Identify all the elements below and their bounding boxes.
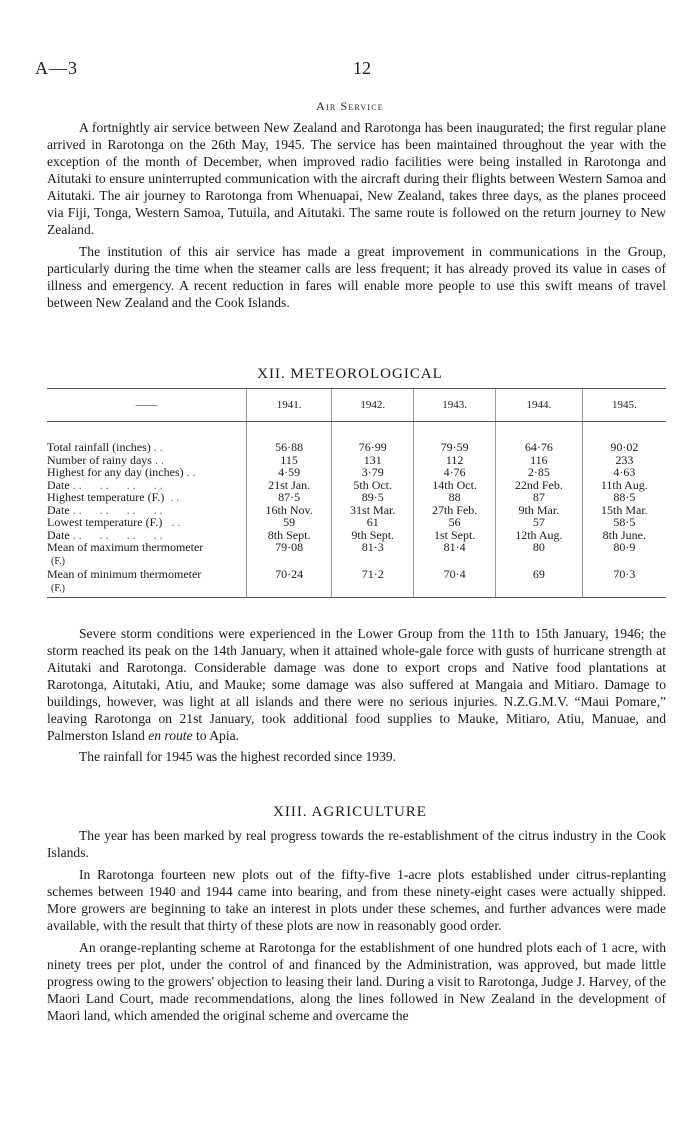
table-cell: 1st Sept. <box>414 529 496 542</box>
table-cell: 79·08 <box>247 541 332 568</box>
table-cell: 8th Sept. <box>247 529 332 542</box>
table-cell: 4·76 <box>414 466 496 479</box>
table-cell: 58·5 <box>582 516 666 529</box>
table-cell: 59 <box>247 516 332 529</box>
table-cell: 71·2 <box>332 568 414 598</box>
table-cell: 15th Mar. <box>582 504 666 517</box>
row-label-text: Lowest temperature (F.) <box>47 515 163 529</box>
table-cell: 81·4 <box>414 541 496 568</box>
paragraph <box>47 625 666 744</box>
table-cell: 56 <box>414 516 496 529</box>
row-label-text: Date <box>47 527 70 542</box>
table-cell: 87·5 <box>247 491 332 504</box>
row-label <box>47 422 247 454</box>
table-cell: 76·99 <box>332 422 414 454</box>
year-header: 1945. <box>582 389 666 422</box>
paragraph: An orange-replanting scheme at Rarotonga for the establishment of one hundred plots each of 1 acre, with ninety trees per plot, under the control of and financed by the Administration, was approved, but made little progress owing to the growers' objection to leasing their land. During a visit to Rarotonga, Judge J. Harvey, of the Maori Land Court, made recommendations, along the lines followed in New Zealand in the development of Maori land, which amended the original scheme and overcame the <box>47 940 666 1023</box>
table-cell: 87 <box>496 491 583 504</box>
leader-dots: . . . . . . . . <box>69 527 163 542</box>
paragraph-text: to Apia. <box>192 728 240 743</box>
meteorological-body <box>47 625 666 765</box>
row-label-text: Date <box>47 502 70 517</box>
italic-text: en route <box>148 728 193 743</box>
agriculture-heading: XIII. AGRICULTURE <box>273 804 427 820</box>
meteorological-table <box>47 388 666 598</box>
table-cell: 21st Jan. <box>247 479 332 492</box>
table-cell: 22nd Feb. <box>496 479 583 492</box>
paragraph: The institution of this air service has made a great improvement in communications in the Group, particularly during the time when the steamer calls are less frequent; it has already proved its value in cases of illness and emergency. A recent reduction in fares will enable more people to use this swift means of travel between New Zealand and the Cook Islands. <box>47 244 666 310</box>
leader-dots: . . <box>164 490 180 504</box>
paragraph-text: Severe storm conditions were experienced in the Lower Group from the 11th to 15th January, 1946; the storm reached its peak on the 14th January, when it attained whole-gale force with gusts of hurricane strength at Aitutaki and Rarotonga. Considerable damage was done to export crops and Native food plantations at Rarotonga, Aitutaki, Atiu, and Mauke; some damage was also suffered at Mangaia and Mitiaro. Damage to buildings, however, was light at all islands and there were no serious injuries. N.Z.G.M.V. “Maui Pomare,” leaving Rarotonga on 21st January, took additional food supplies to Mauke, Mitiaro, Atiu, Manuae, and Palmerston Island <box>47 626 666 743</box>
leader-dots: . . <box>162 515 181 529</box>
row-label-text: Mean of minimum thermometer <box>47 567 202 581</box>
table-cell: 61 <box>332 516 414 529</box>
agriculture-body <box>47 827 666 1024</box>
table-cell: 3·79 <box>332 466 414 479</box>
table-cell: 31st Mar. <box>332 504 414 517</box>
table-cell: 11th Aug. <box>582 479 666 492</box>
row-label-text: Total rainfall (inches) <box>47 440 151 454</box>
table-cell: 112 <box>414 454 496 467</box>
row-label-text: Highest for any day (inches) <box>47 465 184 479</box>
table-cell: 70·24 <box>247 568 332 598</box>
table-cell: 88·5 <box>582 491 666 504</box>
leader-dots: . . <box>151 452 164 467</box>
table-cell: 64·76 <box>496 422 583 454</box>
table-cell: 27th Feb. <box>414 504 496 517</box>
row-label-unit: (F.) <box>51 555 65 567</box>
paragraph: The rainfall for 1945 was the highest recorded since 1939. <box>79 749 397 764</box>
table-cell: 79·59 <box>414 422 496 454</box>
table-header-row <box>47 389 666 422</box>
table-cell: 70·4 <box>414 568 496 598</box>
table-cell: 233 <box>582 454 666 467</box>
table-cell: 9th Mar. <box>496 504 583 517</box>
row-label-text: Number of rainy days <box>47 452 152 467</box>
table-cell: 81·3 <box>332 541 414 568</box>
leader-dots: . . . . . . . . <box>69 502 163 517</box>
table-row <box>47 541 666 568</box>
air-service-heading: Air Service <box>316 99 384 113</box>
table-cell: 115 <box>247 454 332 467</box>
table-cell: 89·5 <box>332 491 414 504</box>
table-cell: 69 <box>496 568 583 598</box>
table-cell: 131 <box>332 454 414 467</box>
leader-dots: . . . . . . . . <box>69 477 163 492</box>
paragraph: In Rarotonga fourteen new plots out of the fifty-five 1-acre plots established under citrus-replanting schemes between 1940 and 1944 came into bearing, and from these ninety-eight cases were actually shipped. More growers are beginning to take an interest in plots under these schemes, and further advances were made available, with the result that thirty of these plots are now in reasonably good order. <box>47 867 666 933</box>
leader-dots: . . <box>150 440 163 454</box>
table-cell: 70·3 <box>582 568 666 598</box>
table-cell: 4·59 <box>247 466 332 479</box>
year-header: 1942. <box>332 389 414 422</box>
row-label-text: Date <box>47 477 70 492</box>
table-cell: 4·63 <box>582 466 666 479</box>
table-cell: 88 <box>414 491 496 504</box>
air-service-body <box>47 119 666 311</box>
table-row <box>47 422 666 454</box>
paragraph: A fortnightly air service between New Zealand and Rarotonga has been inaugurated; the first regular plane arrived in Rarotonga on the 26th May, 1945. The service has been maintained throughout the year with the exception of the month of December, when improved radio facilities were being installed in Rarotonga and Aitutaki to ensure uninterrupted communication with the aircraft during their flights between Western Samoa and Aitutaki. The air journey to Rarotonga from Whenuapai, New Zealand, takes three days, as the planes proceed via Fiji, Tonga, Western Samoa, Tutuila, and Aitutaki. The same route is followed on the return journey to New Zealand. <box>47 120 666 237</box>
table-cell: 12th Aug. <box>496 529 583 542</box>
page-number: 12 <box>353 58 371 78</box>
table-cell: 8th June. <box>582 529 666 542</box>
leader-dots: . . <box>183 465 196 479</box>
table-cell: 9th Sept. <box>332 529 414 542</box>
table-cell: 5th Oct. <box>332 479 414 492</box>
row-label-text: Highest temperature (F.) <box>47 490 165 504</box>
row-label-unit: (F.) <box>51 582 65 594</box>
table-cell: 16th Nov. <box>247 504 332 517</box>
table-cell: 57 <box>496 516 583 529</box>
row-label <box>47 568 247 598</box>
paragraph: The year has been marked by real progress towards the re-establishment of the citrus industry in the Cook Islands. <box>47 828 666 860</box>
table-cell: 80·9 <box>582 541 666 568</box>
table-cell: 90·02 <box>582 422 666 454</box>
year-header: 1943. <box>414 389 496 422</box>
page-header-ref: A—3 <box>35 58 78 78</box>
row-label <box>47 541 247 568</box>
meteorological-heading: XII. METEOROLOGICAL <box>257 366 443 382</box>
year-header: 1941. <box>247 389 332 422</box>
table-cell: 116 <box>496 454 583 467</box>
table-cell: 80 <box>496 541 583 568</box>
table-cell: 56·88 <box>247 422 332 454</box>
row-label-text: Mean of maximum thermometer <box>47 540 204 554</box>
year-header: 1944. <box>496 389 583 422</box>
table-row <box>47 568 666 598</box>
table-cell: 14th Oct. <box>414 479 496 492</box>
table-corner: —— <box>47 389 247 422</box>
table-cell: 2·85 <box>496 466 583 479</box>
